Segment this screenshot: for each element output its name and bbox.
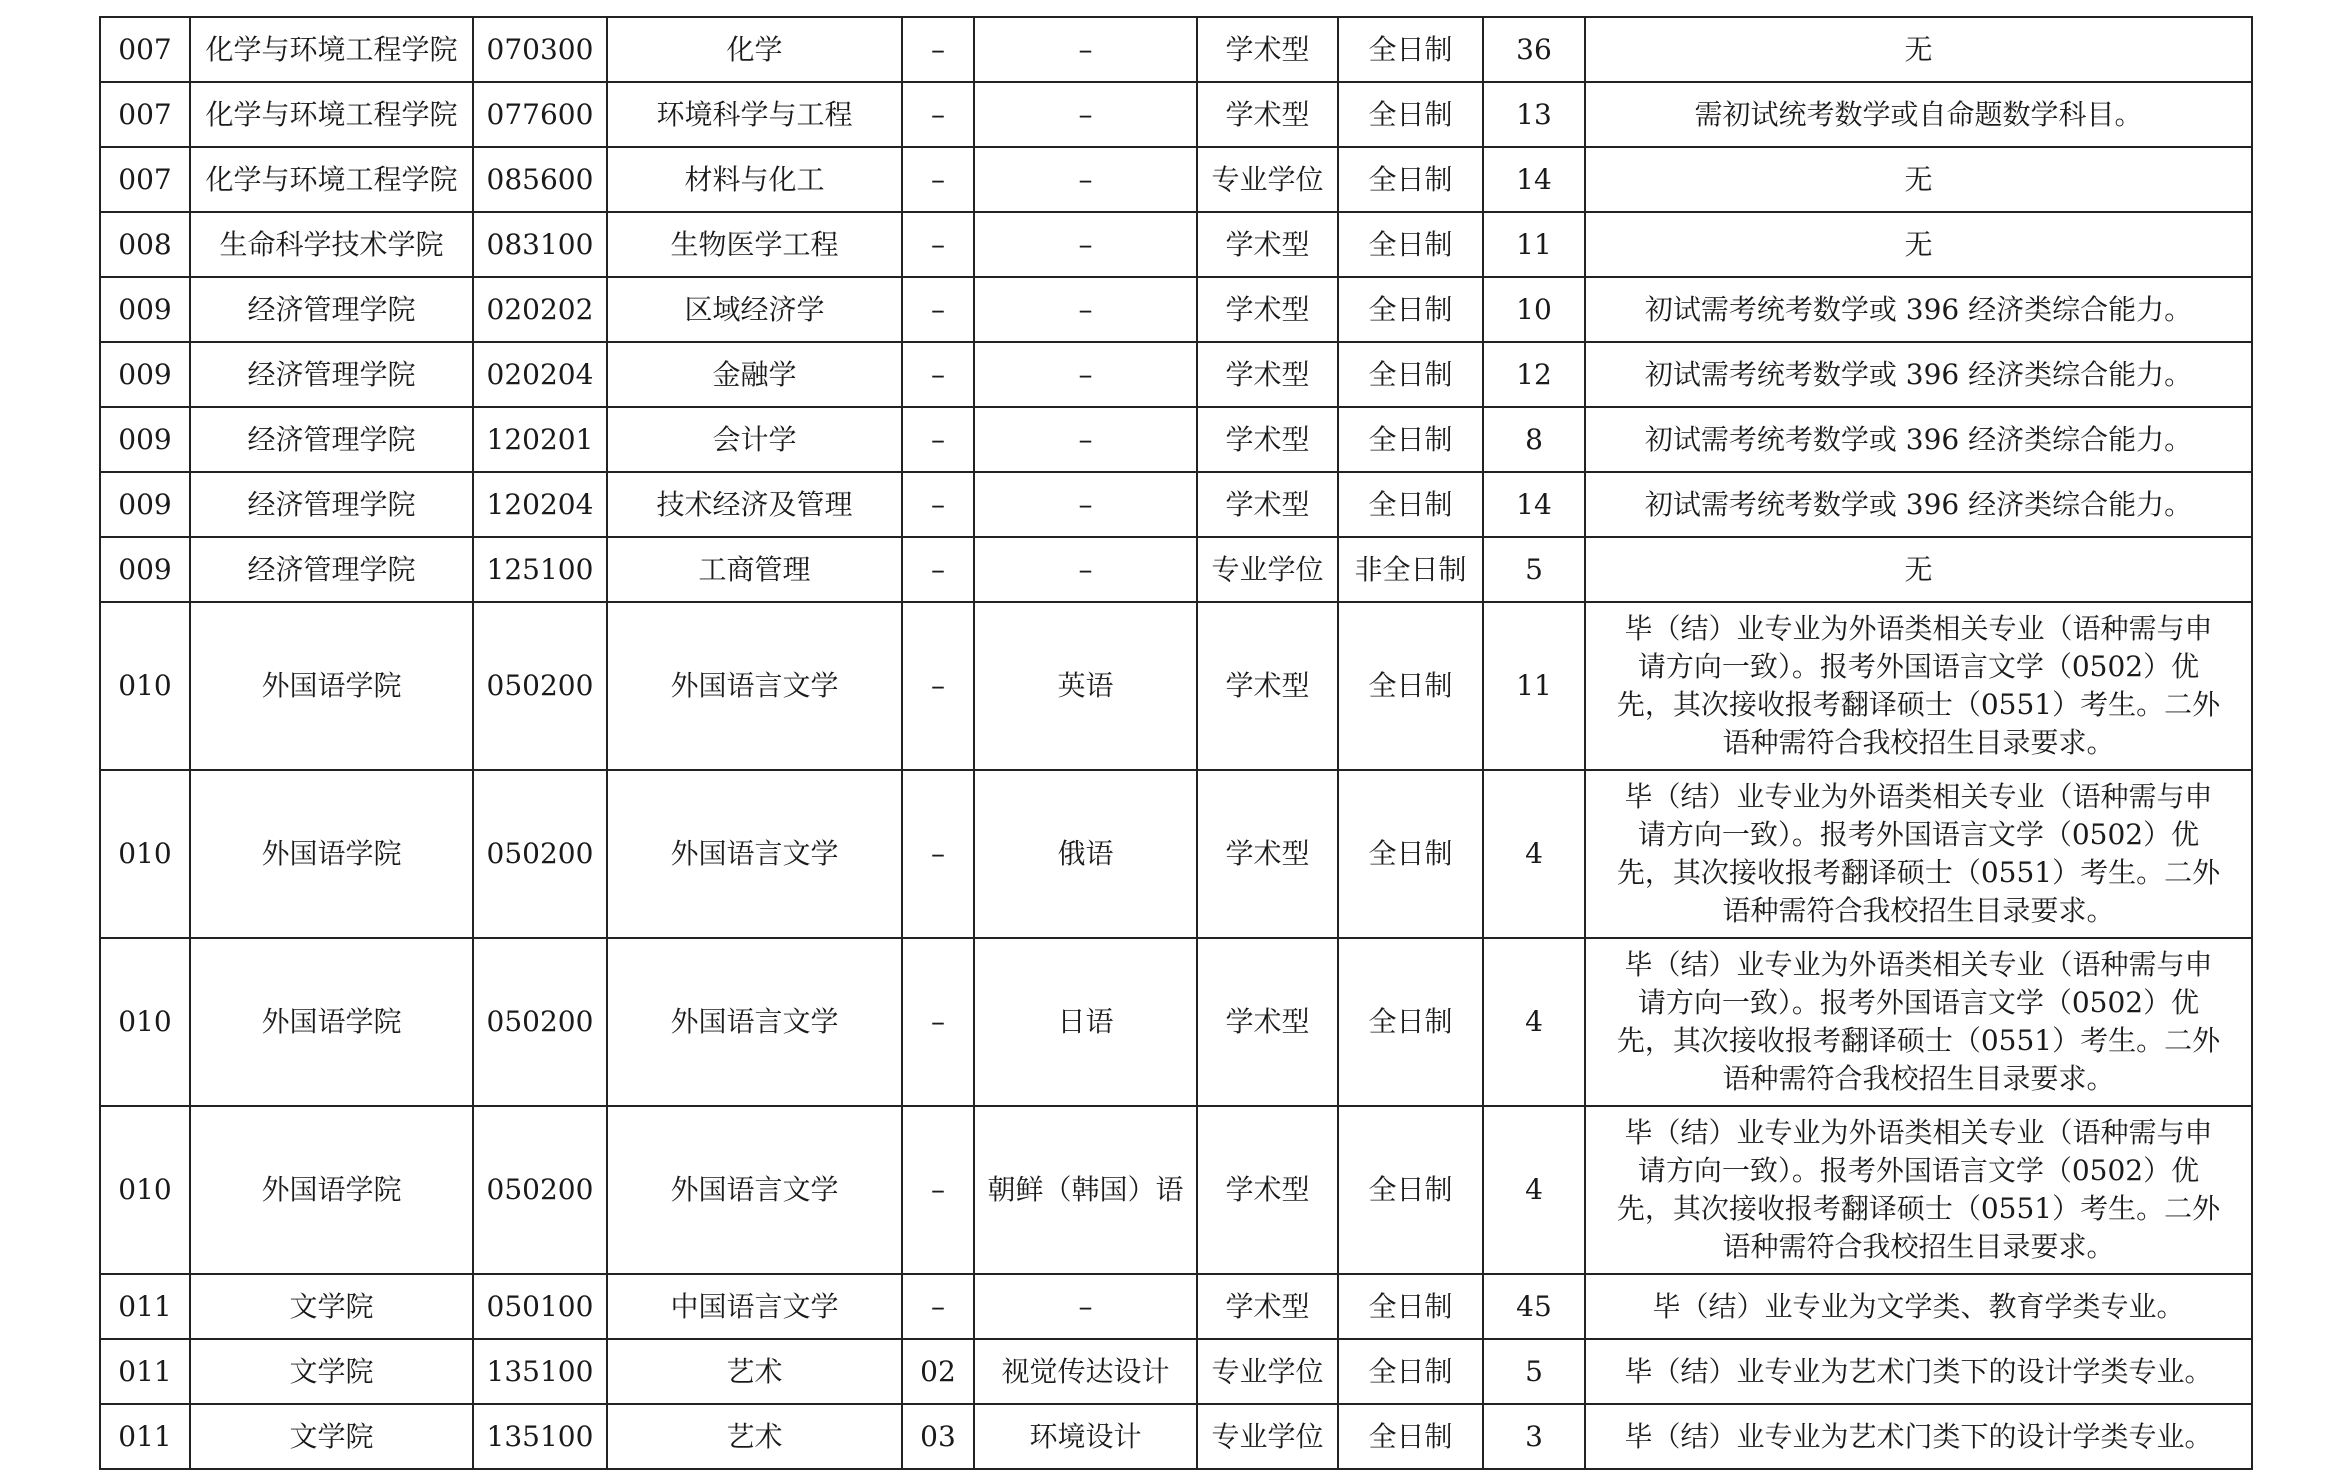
quota-cell: 5 [1483,537,1585,602]
table-row [100,602,2252,770]
major-code-cell: 135100 [473,1339,607,1404]
dept-code-cell: 011 [100,1274,190,1339]
degree-type-cell: 学术型 [1197,602,1338,770]
requirements-cell: 毕（结）业专业为外语类相关专业（语种需与申请方向一致）。报考外国语言文学（0502）优先，其次接收报考翻译硕士（0551）考生。二外语种需符合我校招生目录要求。 [1585,1106,2252,1274]
table-row [100,938,2252,1106]
table-row [100,1274,2252,1339]
degree-type-cell: 学术型 [1197,1274,1338,1339]
degree-type-cell: 学术型 [1197,1106,1338,1274]
major-code-cell: 050200 [473,770,607,938]
quota-cell: 5 [1483,1339,1585,1404]
major-code-cell: 050200 [473,1106,607,1274]
direction-name-cell: – [974,342,1197,407]
major-code-cell: 050200 [473,938,607,1106]
major-name-cell: 艺术 [607,1339,902,1404]
dept-code-cell: 010 [100,770,190,938]
direction-name-cell: – [974,82,1197,147]
dept-code-cell: 010 [100,938,190,1106]
degree-type-cell: 学术型 [1197,277,1338,342]
direction-name-cell: 视觉传达设计 [974,1339,1197,1404]
direction-code-cell: – [902,938,974,1106]
major-code-cell: 070300 [473,17,607,82]
study-mode-cell: 全日制 [1338,472,1483,537]
degree-type-cell: 学术型 [1197,472,1338,537]
study-mode-cell: 全日制 [1338,1404,1483,1469]
quota-cell: 14 [1483,147,1585,212]
dept-name-cell: 外国语学院 [190,602,473,770]
direction-name-cell: 日语 [974,938,1197,1106]
table-row [100,277,2252,342]
direction-code-cell: – [902,407,974,472]
requirements-cell: 初试需考统考数学或 396 经济类综合能力。 [1585,407,2252,472]
dept-code-cell: 007 [100,17,190,82]
major-code-cell: 085600 [473,147,607,212]
degree-type-cell: 学术型 [1197,407,1338,472]
direction-name-cell: – [974,537,1197,602]
direction-code-cell: – [902,212,974,277]
requirements-cell: 毕（结）业专业为外语类相关专业（语种需与申请方向一致）。报考外国语言文学（0502）优先，其次接收报考翻译硕士（0551）考生。二外语种需符合我校招生目录要求。 [1585,602,2252,770]
major-name-cell: 外国语言文学 [607,938,902,1106]
document-page [99,16,2253,1470]
quota-cell: 4 [1483,938,1585,1106]
direction-code-cell: 02 [902,1339,974,1404]
quota-cell: 36 [1483,17,1585,82]
major-name-cell: 外国语言文学 [607,602,902,770]
requirements-cell: 无 [1585,212,2252,277]
direction-name-cell: – [974,407,1197,472]
dept-code-cell: 011 [100,1404,190,1469]
degree-type-cell: 学术型 [1197,17,1338,82]
quota-cell: 3 [1483,1404,1585,1469]
major-code-cell: 050100 [473,1274,607,1339]
major-name-cell: 工商管理 [607,537,902,602]
direction-code-cell: – [902,602,974,770]
study-mode-cell: 全日制 [1338,1274,1483,1339]
table-row [100,1106,2252,1274]
degree-type-cell: 专业学位 [1197,1339,1338,1404]
dept-code-cell: 007 [100,82,190,147]
direction-code-cell: – [902,1106,974,1274]
major-code-cell: 125100 [473,537,607,602]
requirements-cell: 毕（结）业专业为外语类相关专业（语种需与申请方向一致）。报考外国语言文学（0502）优先，其次接收报考翻译硕士（0551）考生。二外语种需符合我校招生目录要求。 [1585,938,2252,1106]
study-mode-cell: 全日制 [1338,212,1483,277]
admissions-table [99,16,2253,1470]
dept-code-cell: 008 [100,212,190,277]
quota-cell: 13 [1483,82,1585,147]
degree-type-cell: 专业学位 [1197,147,1338,212]
quota-cell: 4 [1483,1106,1585,1274]
quota-cell: 11 [1483,212,1585,277]
degree-type-cell: 学术型 [1197,342,1338,407]
direction-name-cell: 朝鲜（韩国）语 [974,1106,1197,1274]
major-name-cell: 会计学 [607,407,902,472]
major-code-cell: 020204 [473,342,607,407]
quota-cell: 14 [1483,472,1585,537]
requirements-cell: 无 [1585,537,2252,602]
dept-code-cell: 009 [100,342,190,407]
quota-cell: 10 [1483,277,1585,342]
table-row [100,1339,2252,1404]
quota-cell: 4 [1483,770,1585,938]
major-name-cell: 艺术 [607,1404,902,1469]
study-mode-cell: 全日制 [1338,277,1483,342]
quota-cell: 45 [1483,1274,1585,1339]
table-row [100,17,2252,82]
major-name-cell: 化学 [607,17,902,82]
quota-cell: 12 [1483,342,1585,407]
dept-code-cell: 011 [100,1339,190,1404]
major-name-cell: 中国语言文学 [607,1274,902,1339]
table-row [100,472,2252,537]
table-row [100,537,2252,602]
dept-name-cell: 经济管理学院 [190,407,473,472]
study-mode-cell: 全日制 [1338,602,1483,770]
requirements-cell: 毕（结）业专业为外语类相关专业（语种需与申请方向一致）。报考外国语言文学（0502）优先，其次接收报考翻译硕士（0551）考生。二外语种需符合我校招生目录要求。 [1585,770,2252,938]
direction-code-cell: – [902,277,974,342]
major-code-cell: 083100 [473,212,607,277]
requirements-cell: 毕（结）业专业为艺术门类下的设计学类专业。 [1585,1404,2252,1469]
dept-name-cell: 经济管理学院 [190,537,473,602]
major-name-cell: 生物医学工程 [607,212,902,277]
direction-name-cell: – [974,147,1197,212]
major-code-cell: 135100 [473,1404,607,1469]
direction-name-cell: 环境设计 [974,1404,1197,1469]
study-mode-cell: 全日制 [1338,147,1483,212]
direction-code-cell: – [902,342,974,407]
dept-name-cell: 外国语学院 [190,770,473,938]
table-row [100,82,2252,147]
direction-name-cell: 俄语 [974,770,1197,938]
requirements-cell: 初试需考统考数学或 396 经济类综合能力。 [1585,472,2252,537]
dept-name-cell: 文学院 [190,1274,473,1339]
dept-name-cell: 外国语学院 [190,938,473,1106]
major-name-cell: 材料与化工 [607,147,902,212]
direction-code-cell: 03 [902,1404,974,1469]
dept-code-cell: 009 [100,472,190,537]
direction-name-cell: – [974,1274,1197,1339]
table-row [100,770,2252,938]
requirements-cell: 无 [1585,147,2252,212]
quota-cell: 11 [1483,602,1585,770]
dept-name-cell: 化学与环境工程学院 [190,17,473,82]
study-mode-cell: 全日制 [1338,1106,1483,1274]
table-row [100,1404,2252,1469]
dept-name-cell: 化学与环境工程学院 [190,147,473,212]
degree-type-cell: 学术型 [1197,212,1338,277]
degree-type-cell: 学术型 [1197,770,1338,938]
requirements-cell: 毕（结）业专业为艺术门类下的设计学类专业。 [1585,1339,2252,1404]
dept-name-cell: 化学与环境工程学院 [190,82,473,147]
direction-name-cell: – [974,17,1197,82]
dept-code-cell: 009 [100,277,190,342]
study-mode-cell: 全日制 [1338,342,1483,407]
study-mode-cell: 全日制 [1338,82,1483,147]
major-code-cell: 050200 [473,602,607,770]
major-name-cell: 外国语言文学 [607,1106,902,1274]
major-name-cell: 技术经济及管理 [607,472,902,537]
study-mode-cell: 全日制 [1338,17,1483,82]
table-row [100,147,2252,212]
major-code-cell: 120204 [473,472,607,537]
direction-name-cell: – [974,472,1197,537]
degree-type-cell: 专业学位 [1197,537,1338,602]
study-mode-cell: 非全日制 [1338,537,1483,602]
dept-name-cell: 经济管理学院 [190,277,473,342]
dept-name-cell: 文学院 [190,1339,473,1404]
dept-code-cell: 010 [100,602,190,770]
study-mode-cell: 全日制 [1338,938,1483,1106]
major-code-cell: 077600 [473,82,607,147]
dept-code-cell: 010 [100,1106,190,1274]
direction-code-cell: – [902,770,974,938]
requirements-cell: 无 [1585,17,2252,82]
direction-code-cell: – [902,537,974,602]
degree-type-cell: 专业学位 [1197,1404,1338,1469]
direction-code-cell: – [902,147,974,212]
dept-code-cell: 009 [100,537,190,602]
dept-name-cell: 外国语学院 [190,1106,473,1274]
dept-name-cell: 生命科学技术学院 [190,212,473,277]
major-code-cell: 120201 [473,407,607,472]
table-row [100,407,2252,472]
direction-name-cell: 英语 [974,602,1197,770]
requirements-cell: 初试需考统考数学或 396 经济类综合能力。 [1585,342,2252,407]
study-mode-cell: 全日制 [1338,770,1483,938]
major-name-cell: 区域经济学 [607,277,902,342]
direction-code-cell: – [902,472,974,537]
study-mode-cell: 全日制 [1338,407,1483,472]
requirements-cell: 毕（结）业专业为文学类、教育学类专业。 [1585,1274,2252,1339]
dept-name-cell: 文学院 [190,1404,473,1469]
direction-code-cell: – [902,1274,974,1339]
direction-code-cell: – [902,82,974,147]
major-name-cell: 金融学 [607,342,902,407]
dept-code-cell: 009 [100,407,190,472]
requirements-cell: 初试需考统考数学或 396 经济类综合能力。 [1585,277,2252,342]
direction-name-cell: – [974,212,1197,277]
table-row [100,342,2252,407]
table-row [100,212,2252,277]
requirements-cell: 需初试统考数学或自命题数学科目。 [1585,82,2252,147]
major-name-cell: 外国语言文学 [607,770,902,938]
major-name-cell: 环境科学与工程 [607,82,902,147]
major-code-cell: 020202 [473,277,607,342]
dept-name-cell: 经济管理学院 [190,342,473,407]
degree-type-cell: 学术型 [1197,938,1338,1106]
quota-cell: 8 [1483,407,1585,472]
dept-code-cell: 007 [100,147,190,212]
direction-name-cell: – [974,277,1197,342]
degree-type-cell: 学术型 [1197,82,1338,147]
study-mode-cell: 全日制 [1338,1339,1483,1404]
direction-code-cell: – [902,17,974,82]
dept-name-cell: 经济管理学院 [190,472,473,537]
